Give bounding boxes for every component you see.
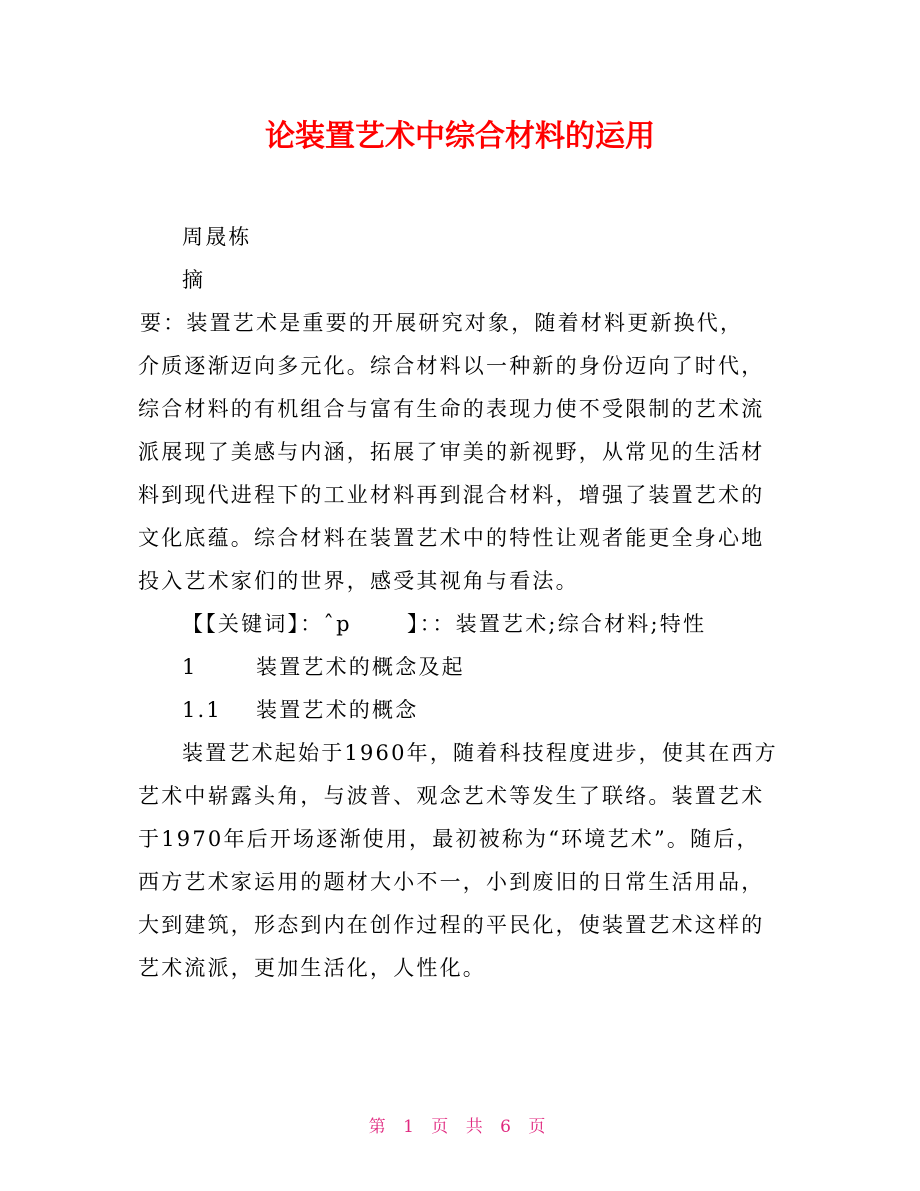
- abstract-line: 投入艺术家们的世界，感受其视角与看法。: [138, 569, 579, 593]
- abstract-line: 料到现代进程下的工业材料再到混合材料，增强了装置艺术的: [138, 483, 765, 507]
- page-indicator: 第 1 页 共 6 页: [368, 1117, 552, 1137]
- abstract-line: 派展现了美感与内涵，拓展了审美的新视野，从常见的生活材: [138, 440, 765, 464]
- paragraph-line: 装置艺术起始于1960年，随着科技程度进步，使其在西方: [182, 741, 778, 765]
- paragraph-line: 于1970年后开场逐渐使用，最初被称为“环境艺术”。随后，: [138, 827, 760, 851]
- section-number: 1.1: [182, 698, 222, 722]
- paragraph-line: 大到建筑，形态到内在创作过程的平民化，使装置艺术这样的: [138, 913, 765, 937]
- section-title: 装置艺术的概念及起: [256, 655, 465, 679]
- paragraph-line: 艺术中崭露头角，与波普、观念艺术等发生了联络。装置艺术: [138, 784, 765, 808]
- section-heading-1: [138, 646, 788, 689]
- section-heading-1-1: [138, 689, 788, 732]
- section-number: 1: [182, 655, 198, 679]
- abstract-line: 介质逐渐迈向多元化。综合材料以一种新的身份迈向了时代，: [138, 354, 765, 378]
- abstract-line: 要：装置艺术是重要的开展研究对象，随着材料更新换代，: [140, 311, 744, 335]
- abstract-label: 摘: [182, 268, 206, 292]
- paragraph-line: 西方艺术家运用的题材大小不一，小到废旧的日常生活用品，: [138, 870, 765, 894]
- abstract-line: 文化底蕴。综合材料在装置艺术中的特性让观者能更全身心地: [138, 526, 765, 550]
- author-name: 周晟栋: [182, 225, 252, 249]
- section-title: 装置艺术的概念: [256, 698, 419, 722]
- paragraph-line: 艺术流派，更加生活化，人性化。: [138, 956, 486, 980]
- keywords-line: 【【关键词】：ˆp 】：：装置艺术;综合材料;特性: [182, 612, 707, 636]
- document-title: 论装置艺术中综合材料的运用: [265, 119, 655, 154]
- abstract-line: 综合材料的有机组合与富有生命的表现力使不受限制的艺术流: [138, 397, 765, 421]
- document-body: [138, 216, 788, 990]
